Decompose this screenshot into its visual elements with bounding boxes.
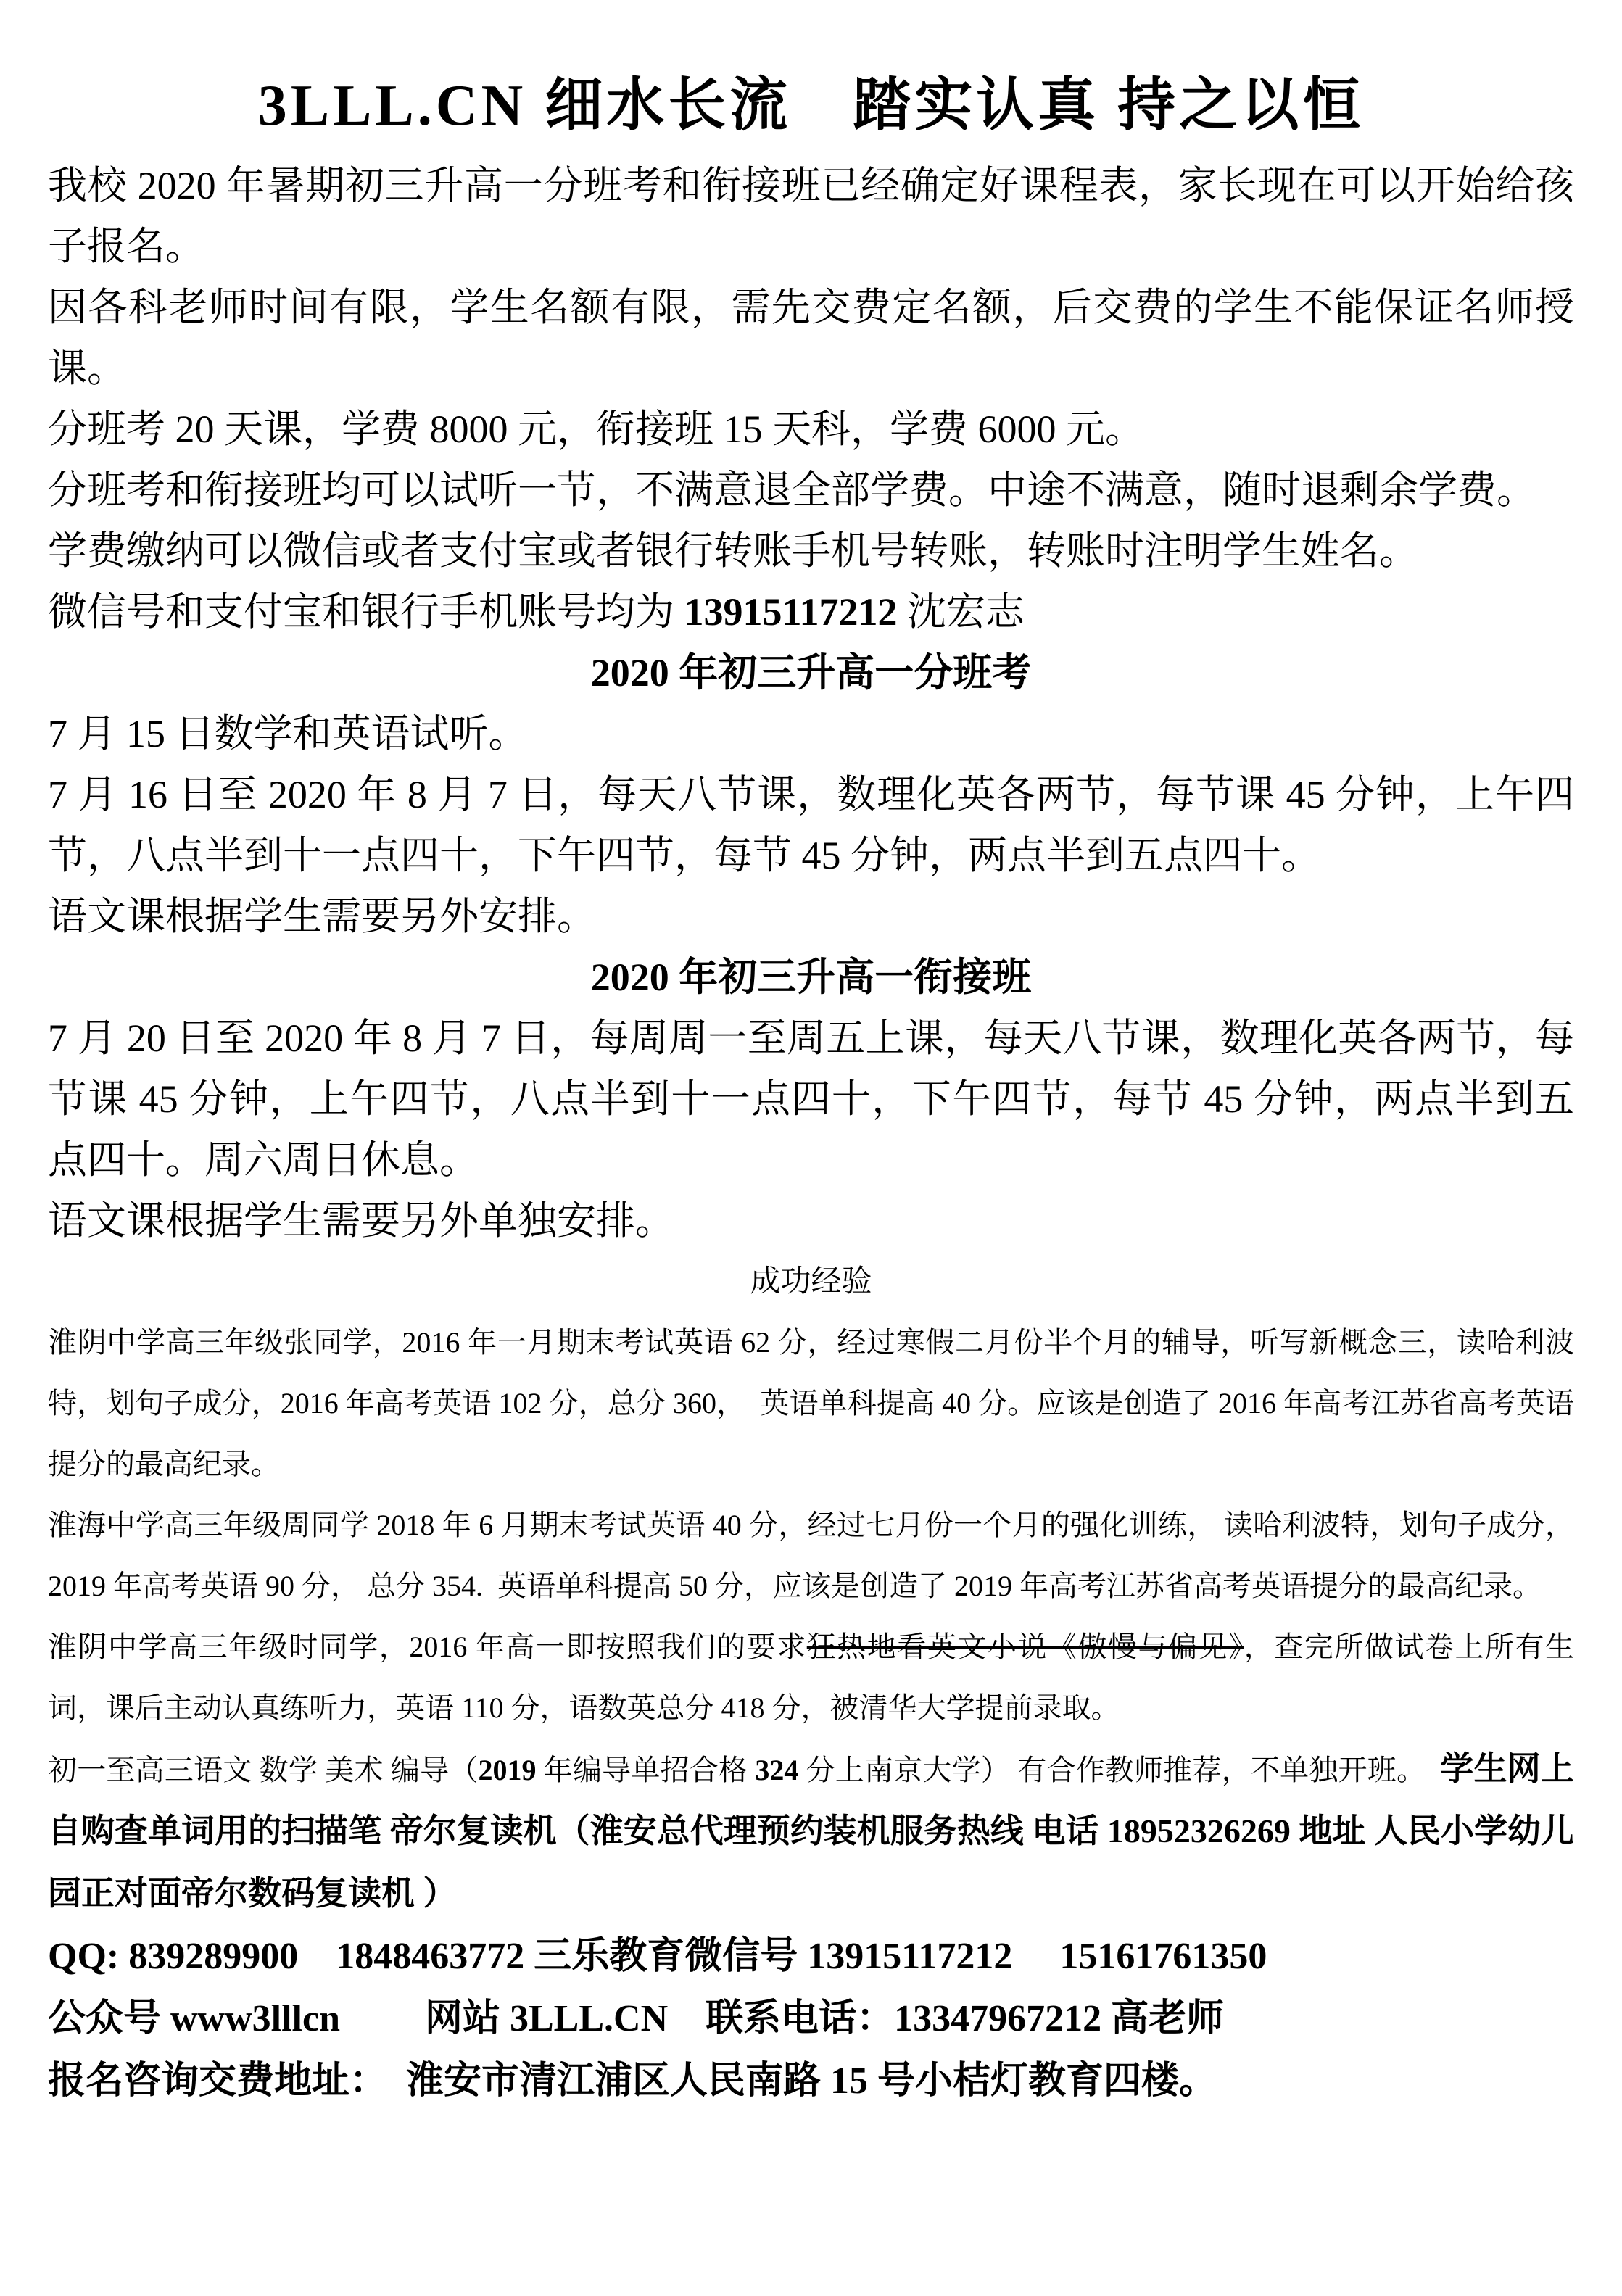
intro-paragraph-3-tuition: 分班考 20 天课，学费 8000 元，衔接班 15 天科，学费 6000 元。 [48,407,1144,451]
courses-offerings-line [48,1738,1574,1926]
bridge-class-heading: 2020 年初三升高一衔接班 [590,956,1032,999]
success-story-3 [48,1617,1574,1738]
placement-exam-heading: 2020 年初三升高一分班考 [590,651,1032,695]
wechat-pay-phone-number: 13915117212 [684,590,898,634]
success-story-2: 淮海中学高三年级周同学 2018 年 6 月期末考试英语 40 分，经过七月份一个月的强化训练， 读哈利波特，划句子成分，2019 年高考英语 90 分， 总分 354. 英语单科提高 50 分，应该是创造了 2019 年高考江苏省高考英语提分的最高纪录。 [48,1509,1574,1602]
intro-paragraph-6-account [48,581,1574,642]
qq-contact-line: QQ: 839289900 1848463772 三乐教育微信号 13915117212 15161761350 [48,1936,1267,1977]
placement-exam-trial-date: 7 月 15 日数学和英语试听。 [48,712,528,755]
website-contact-line: 公众号 www3lllcn 网站 3LLL.CN 联系电话：13347967212 高老师 [48,1998,1225,2039]
courses-exam-text: 年编导单招合格 [536,1754,756,1786]
courses-year-number: 2019 [478,1754,537,1786]
page-title: 3LLL.CN 细水长流 踏实认真 持之以恒 [257,74,1365,138]
intro-paragraph-5-payment: 学费缴纳可以微信或者支付宝或者银行转账手机号转账，转账时注明学生姓名。 [48,529,1418,573]
success-story-1: 淮阴中学高三年级张同学，2016 年一月期末考试英语 62 分，经过寒假二月份半个月的辅导，听写新概念三，读哈利波特，划句子成分，2016 年高考英语 102 分，总分 360， 英语单科提高 40 分。应该是创造了 2016 年高考江苏省高考英语提分的最高纪录。 [48,1326,1574,1480]
story-3-prefix: 淮阴中学高三年级时同学，2016 年高一即按照我们的要求 [48,1630,807,1663]
scanner-pen-bold-note: 学生网上自购查单词用的扫描笔 帝尔复读机（淮安总代理预约装机服务热线 电话 18952326269 地址 人民小学幼儿园正对面帝尔数码复读机 ） [48,1750,1575,1912]
courses-list-text: 初一至高三语文 数学 美术 编导（ [48,1754,479,1786]
story-3-suffix: ，查完所做试卷上所有生词，课后主动认真练听力，英语 110 分，语数英总分 418 分，被清华大学提前录取。 [48,1630,1575,1724]
intro-paragraph-4-refund: 分班考和衔接班均可以试听一节，不满意退全部学费。中途不满意，随时退剩余学费。 [48,468,1536,512]
placement-exam-chinese-note: 语文课根据学生需要另外安排。 [48,895,596,938]
placement-exam-schedule: 7 月 16 日至 2020 年 8 月 7 日，每天八节课，数理化英各两节，每节课 45 分钟，上午四节，八点半到十一点四十，下午四节，每节 45 分钟，两点半到五点四十。 [48,773,1574,877]
registration-address-line: 报名咨询交费地址： 淮安市清江浦区人民南路 15 号小桔灯教育四楼。 [48,2060,1217,2102]
intro-paragraph-2: 因各科老师时间有限，学生名额有限，需先交费定名额，后交费的学生不能保证名师授课。 [48,286,1574,390]
bridge-class-chinese-note: 语文课根据学生需要另外单独安排。 [48,1199,674,1243]
intro-paragraph-1: 我校 2020 年暑期初三升高一分班考和衔接班已经确定好课程表，家长现在可以开始给孩子报名。 [48,164,1574,268]
courses-score-number: 324 [755,1754,799,1786]
story-3-strikethrough-text: 狂热地看英文小说《傲慢与偏见》 [806,1630,1244,1663]
courses-note-text: 分上南京大学） 有合作教师推荐，不单独开班。 [798,1754,1441,1786]
success-stories-heading: 成功经验 [750,1265,872,1298]
bridge-class-schedule: 7 月 20 日至 2020 年 8 月 7 日，每周周一至周五上课，每天八节课，数理化英各两节，每节课 45 分钟，上午四节，八点半到十一点四十，下午四节，每节 45 分钟，两点半到五点四十。周六周日休息。 [48,1016,1574,1182]
account-text-prefix: 微信号和支付宝和银行手机账号均为 [48,590,684,634]
account-holder-name: 沈宏志 [897,590,1025,634]
